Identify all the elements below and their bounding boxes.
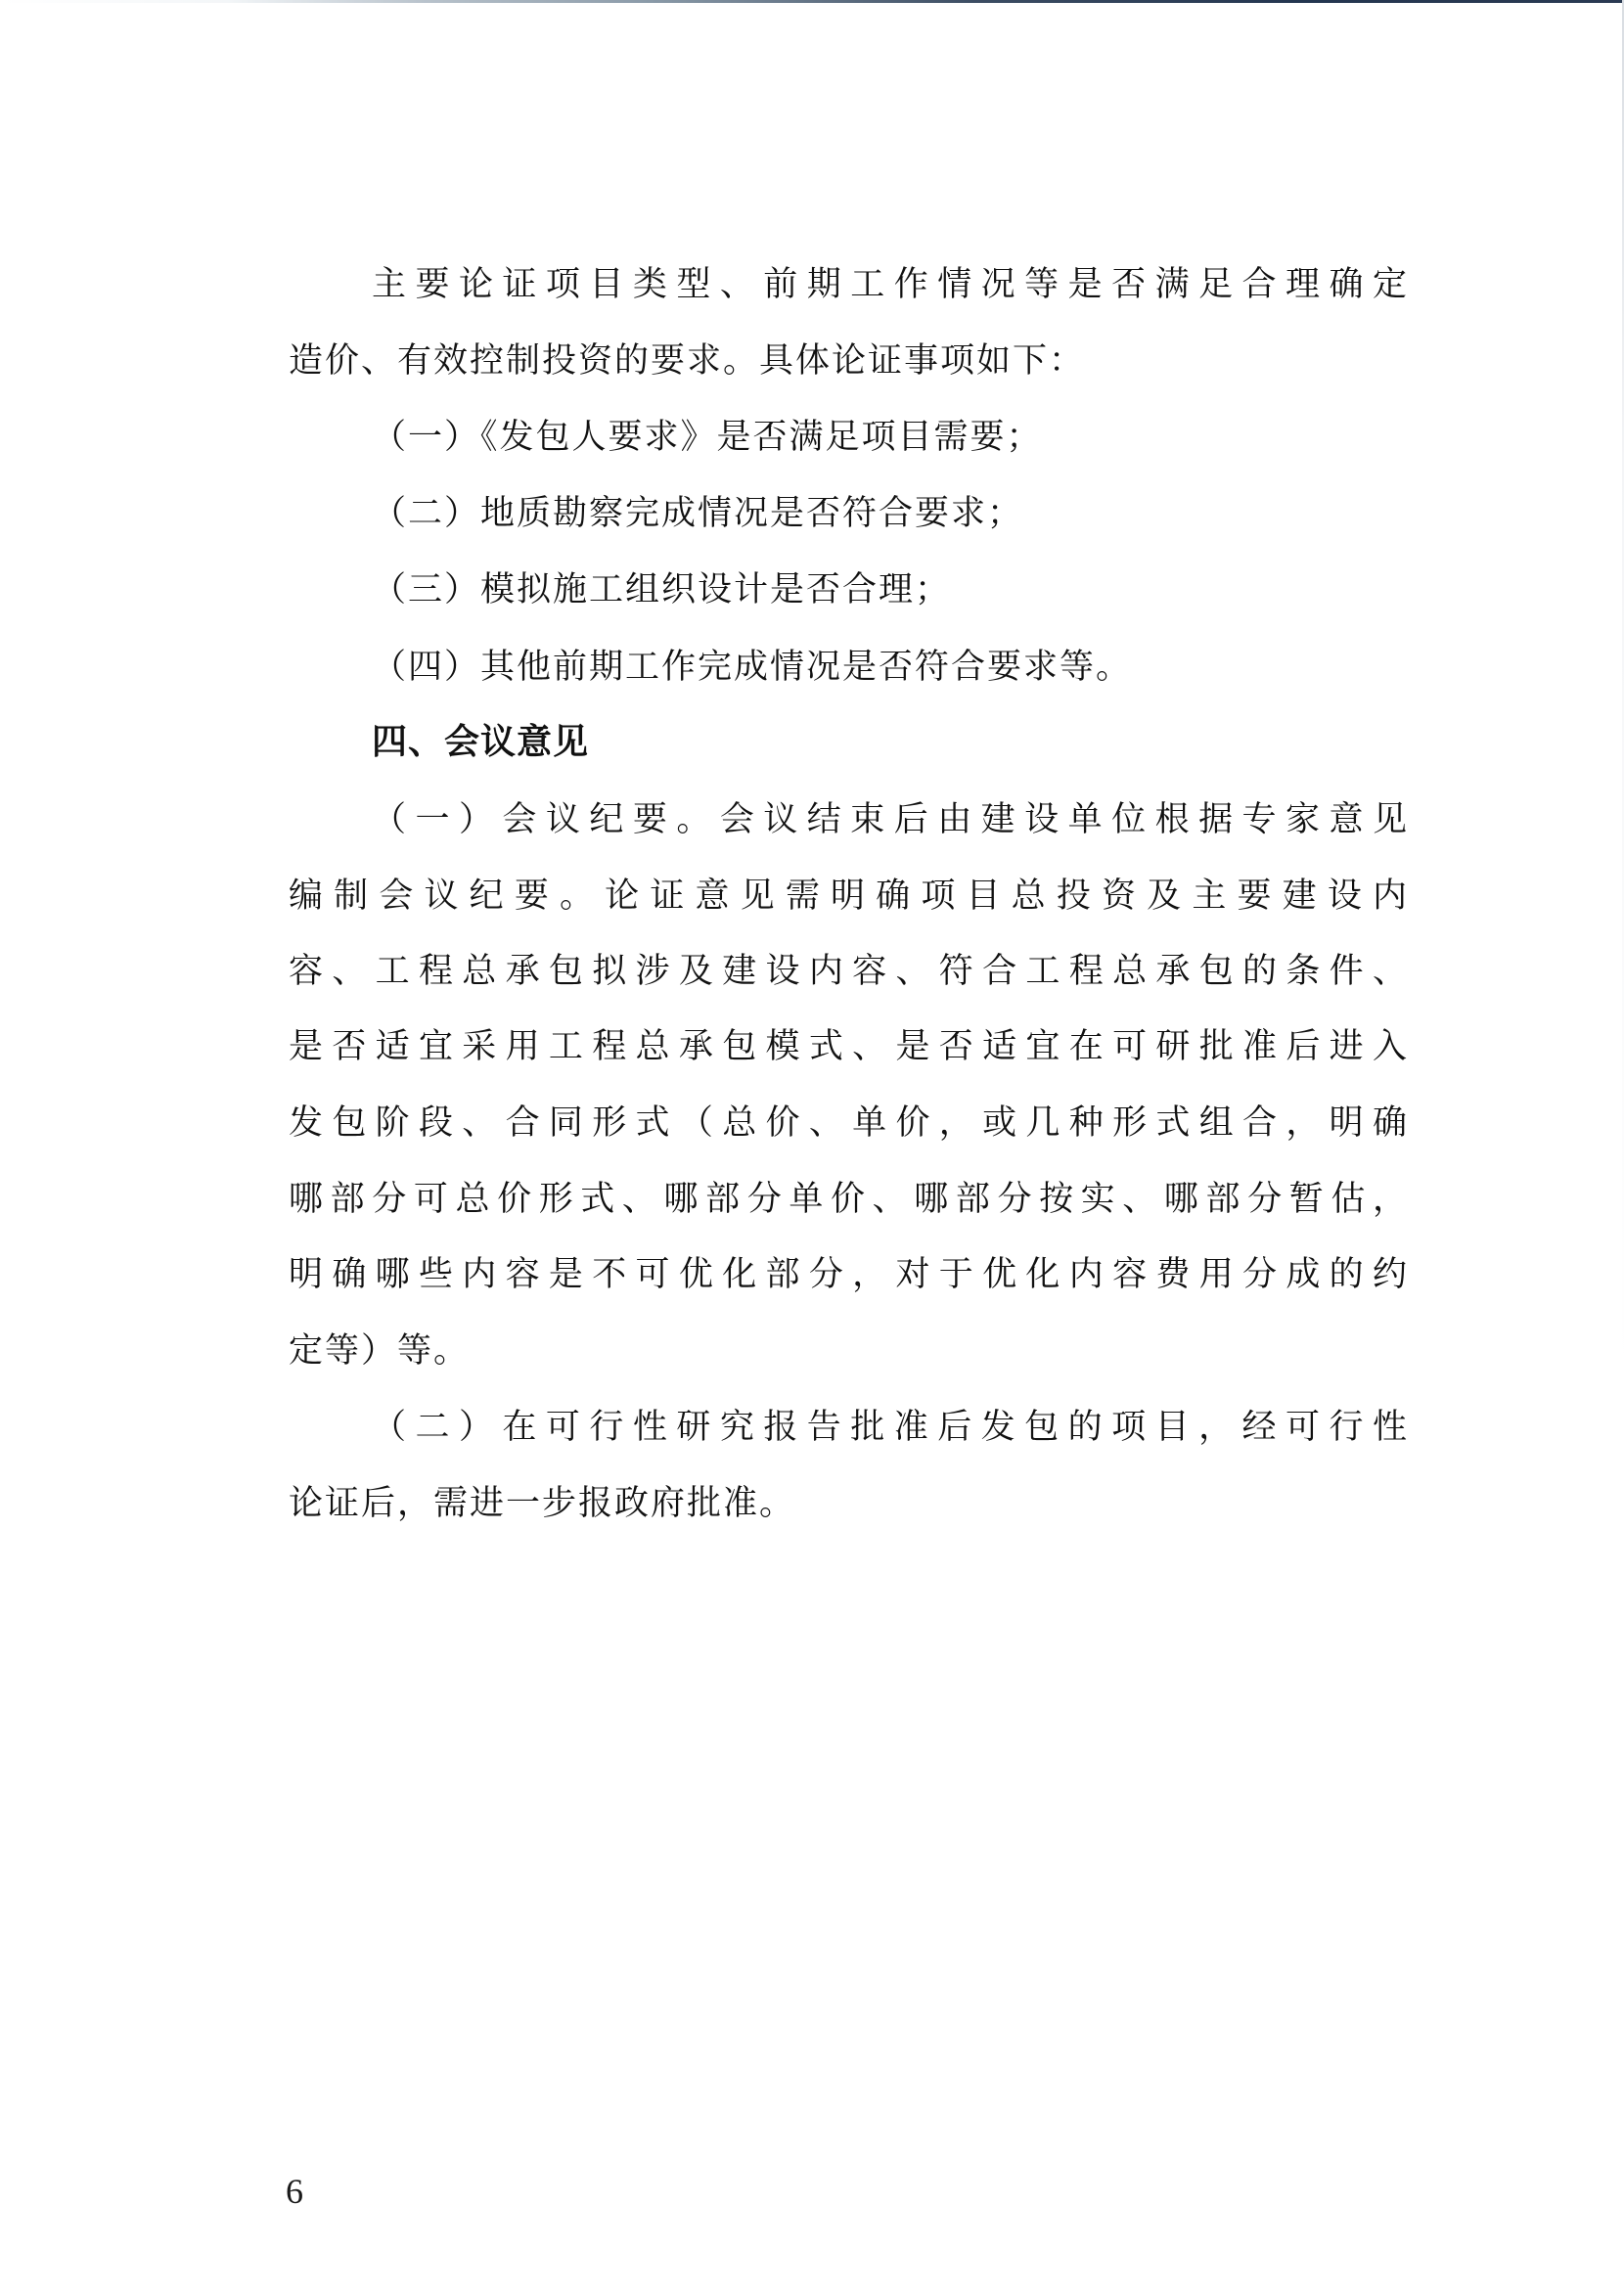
paragraph-minutes-line-6: 哪部分可总价形式、哪部分单价、哪部分按实、哪部分暂估， xyxy=(289,1180,1409,1219)
paragraph-approval-line-1: （二）在可行性研究报告批准后发包的项目，经可行性 xyxy=(372,1408,1409,1447)
list-item-2: （二）地质勘察完成情况是否符合要求； xyxy=(372,494,1024,533)
paragraph-approval-line-2: 论证后，需进一步报政府批准。 xyxy=(289,1484,796,1523)
paragraph-minutes-line-5: 发包阶段、合同形式（总价、单价，或几种形式组合，明确 xyxy=(289,1103,1409,1143)
paragraph-minutes-line-3: 容、工程总承包拟涉及建设内容、符合工程总承包的条件、 xyxy=(289,952,1409,991)
section-heading: 四、会议意见 xyxy=(372,722,590,762)
paragraph-minutes-line-7: 明确哪些内容是不可优化部分，对于优化内容费用分成的约 xyxy=(289,1255,1409,1294)
paragraph-minutes-line-2: 编制会议纪要。论证意见需明确项目总投资及主要建设内 xyxy=(289,877,1409,916)
paragraph-minutes-line-4: 是否适宜采用工程总承包模式、是否适宜在可研批准后进入 xyxy=(289,1027,1409,1066)
paragraph-intro-line-2: 造价、有效控制投资的要求。具体论证事项如下： xyxy=(289,341,1086,381)
paragraph-intro-line-1: 主要论证项目类型、前期工作情况等是否满足合理确定 xyxy=(372,265,1409,304)
paragraph-minutes-line-1: （一）会议纪要。会议结束后由建设单位根据专家意见 xyxy=(372,800,1409,839)
paragraph-minutes-line-8: 定等）等。 xyxy=(289,1331,471,1371)
list-item-4: （四）其他前期工作完成情况是否符合要求等。 xyxy=(372,648,1133,687)
page-number: 6 xyxy=(286,2172,303,2211)
list-item-1: （一）《发包人要求》是否满足项目需要； xyxy=(372,418,1043,457)
list-item-3: （三）模拟施工组织设计是否合理； xyxy=(372,570,952,609)
